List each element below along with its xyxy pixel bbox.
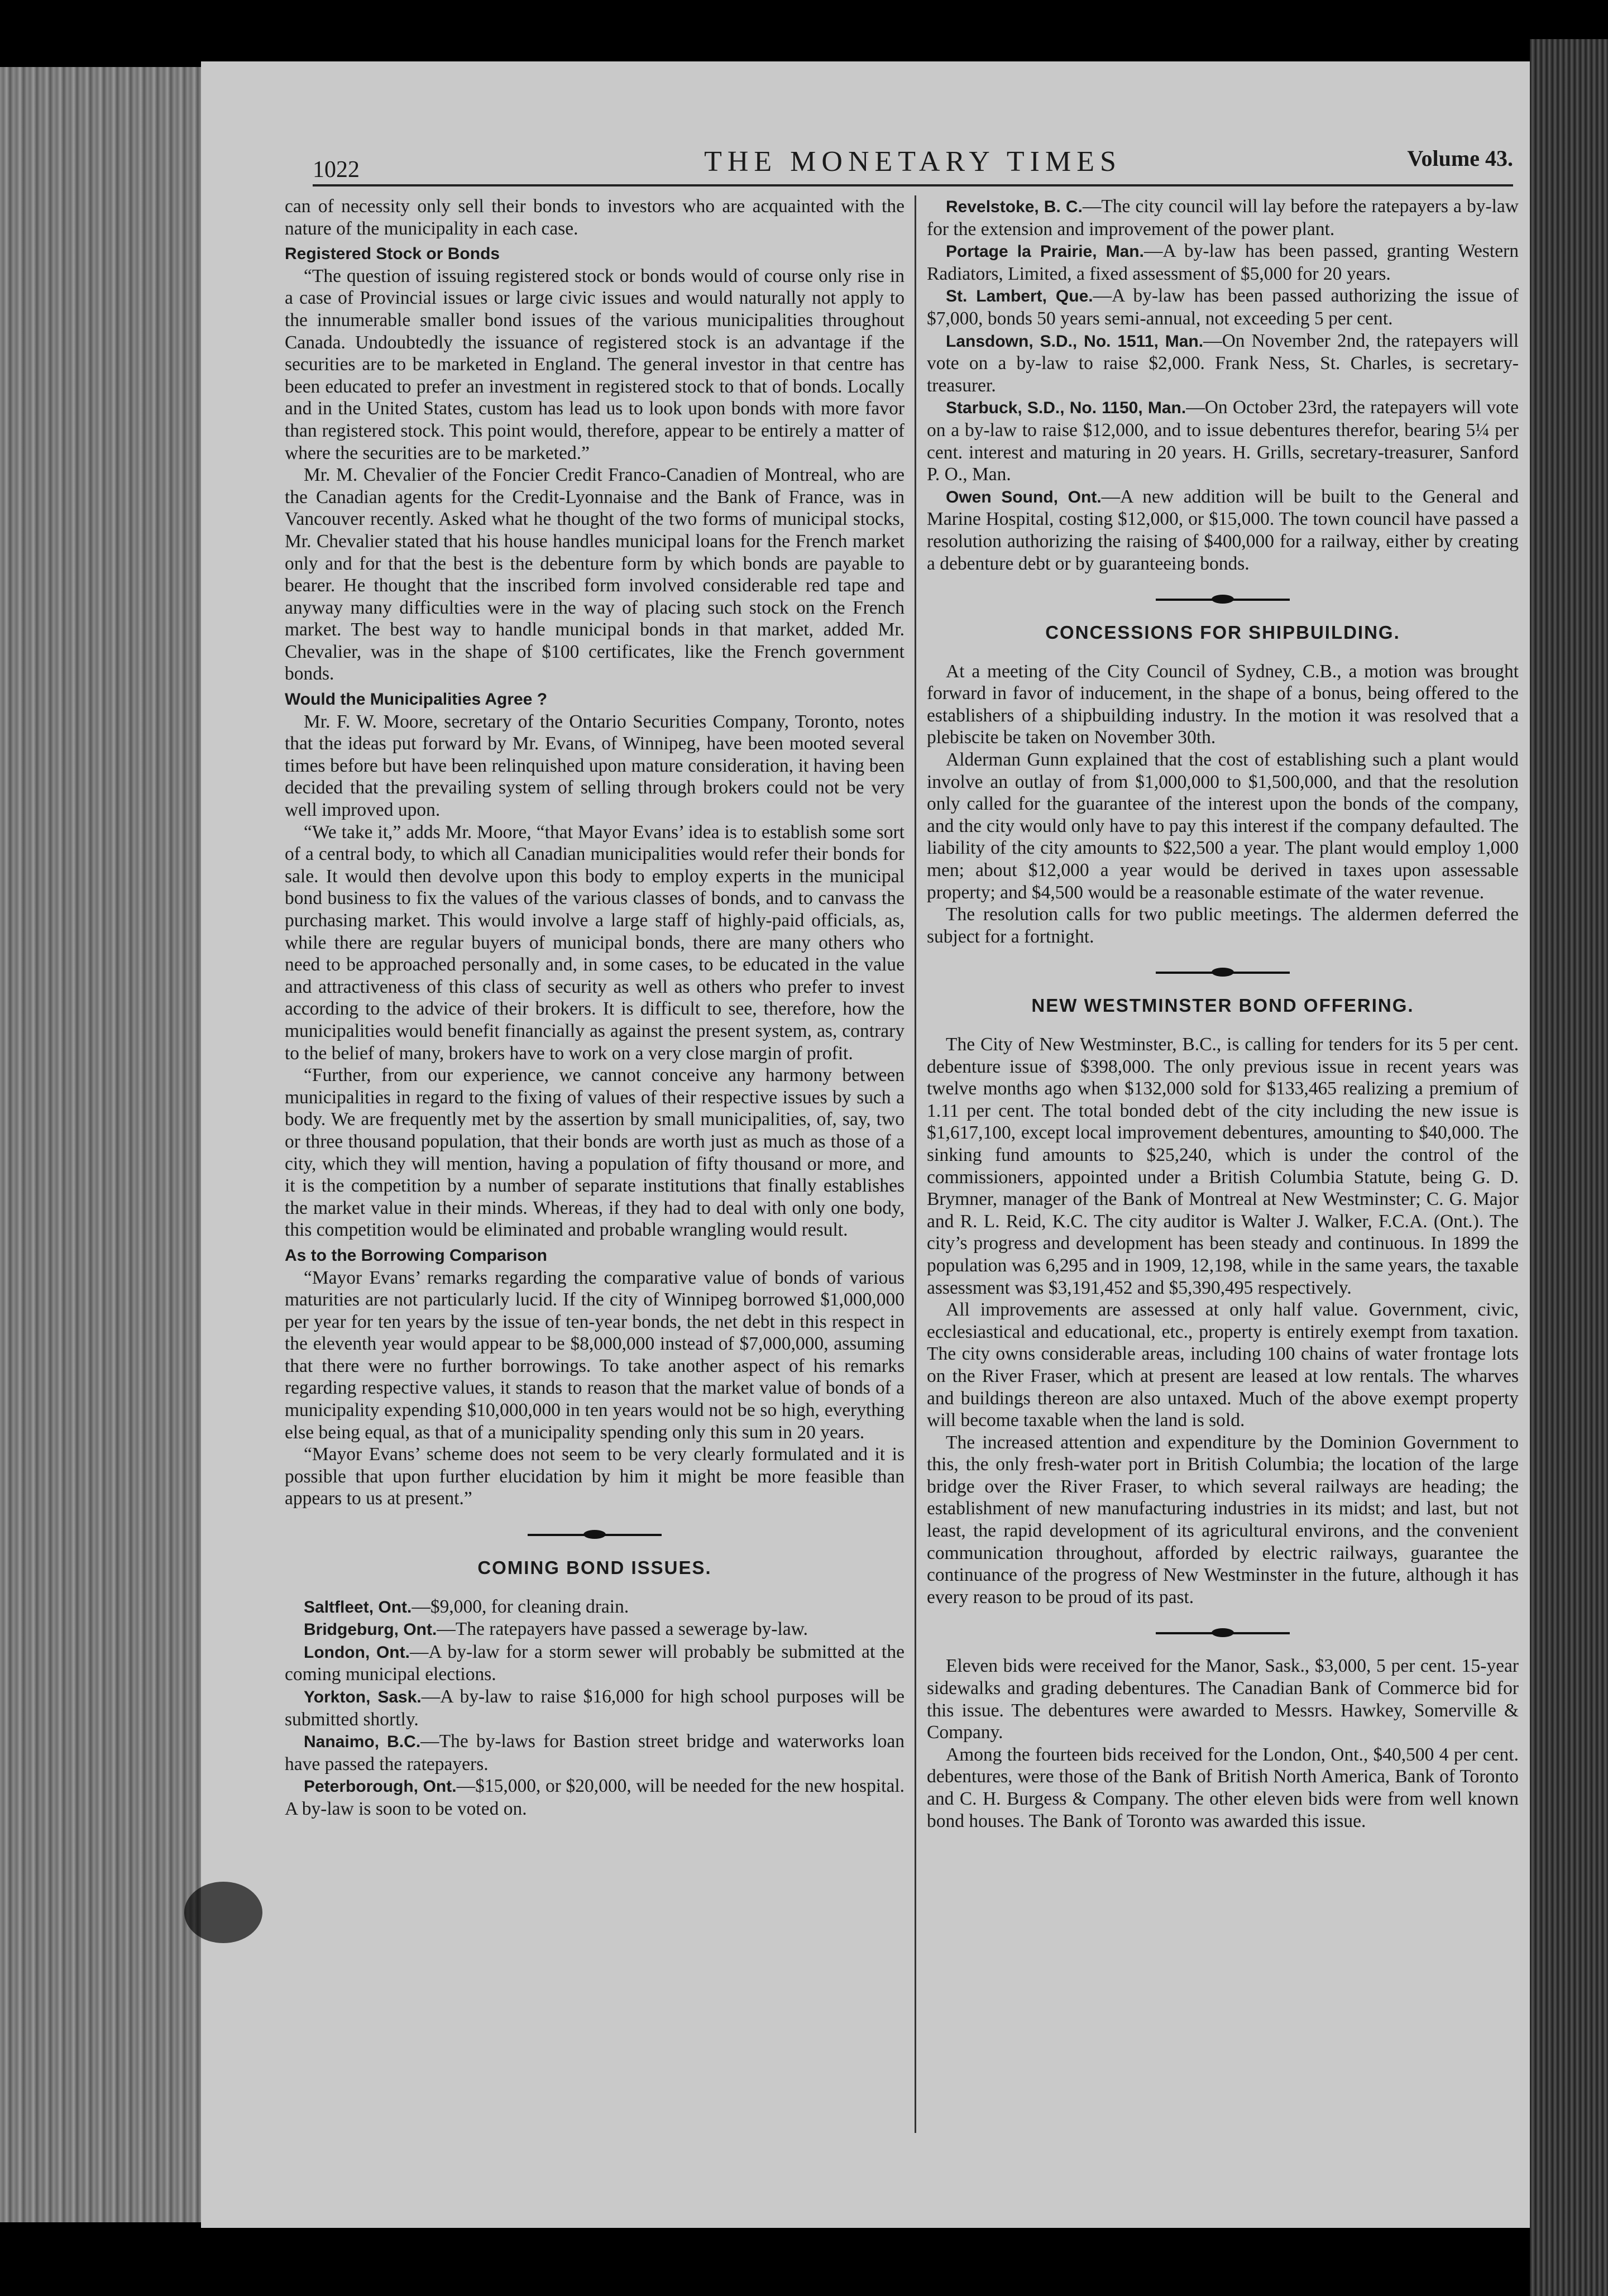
issue-place: Saltfleet, Ont. xyxy=(304,1597,412,1616)
bond-issue-item xyxy=(927,240,1519,285)
bond-issue-item xyxy=(285,1775,904,1820)
section-heading: NEW WESTMINSTER BOND OFFERING. xyxy=(1031,995,1414,1016)
issue-place: Owen Sound, Ont. xyxy=(946,487,1102,506)
paragraph: “We take it,” adds Mr. Moore, “that Mayor Evans’ idea is to establish some sort of a central body, to which all Canadian municipalities would refer their bonds for sale. It would then devolve upon this body to employ experts in the municipal bond business to fix the values of the various classes of bonds, and to canvass the purchasing market. This would involve a large staff of highly-paid officials, as, while there are regular buyers of municipal bonds, there are many others who need to be approached personally and, in some cases, to be educated in the value and attractiveness of this class of security as well as others who prefer to invest according to the advice of their brokers. It is difficult to see, therefore, how the municipalities would benefit financially as against the present system, as, contrary to the belief of many, brokers have to work on a very close margin of profit. xyxy=(285,821,904,1064)
paragraph: “The question of issuing registered stock or bonds would of course only rise in a case of Provincial issues or large civic issues and would naturally not apply to the innumerable smaller bond issues of the various municipalities throughout Canada. Undoubtedly the issuance of registered stock is an advantage if the securities are to be marketed in England. The general investor in that centre has been educated to prefer an investment in registered stock to that of bonds. Locally and in the United States, custom has lead us to look upon bonds with more favor than registered stock. This point would, therefore, appear to be entirely a matter of where the securities are to be marketed.” xyxy=(285,265,904,463)
paragraph: Mr. F. W. Moore, secretary of the Ontario Securities Company, Toronto, notes that the ideas put forward by Mr. Evans, of Winnipeg, have been mooted several times before but have been relinquished upon mature consideration, it having been decided that the prevailing system of selling through brokers could not be very well improved upon. xyxy=(285,711,904,821)
issue-place: Revelstoke, B. C. xyxy=(946,198,1083,216)
scan-shadow xyxy=(184,1882,262,1943)
bond-issue-item xyxy=(927,195,1519,240)
section-heading: CONCESSIONS FOR SHIPBUILDING. xyxy=(1045,622,1400,643)
bond-issue-item xyxy=(285,1730,904,1775)
volume-label: Volume 43. xyxy=(1407,146,1513,171)
issue-text: —The city council will lay before the ratepayers a by-law for the extension and improvement of the power plant. xyxy=(927,196,1519,240)
issue-text: —$9,000, for cleaning drain. xyxy=(411,1596,629,1617)
issue-place: Yorkton, Sask. xyxy=(304,1688,422,1706)
paragraph: All improvements are assessed at only half value. Government, civic, ecclesiastical and educational, etc., property is entirely exempt from taxation. The city owns considerable areas, including 100 chains of water frontage lots on the River Fraser, which at present are leased at low rentals. The wharves and buildings thereon are also untaxed. Much of the above exempt property will become taxable when the land is sold. xyxy=(927,1299,1519,1431)
column-rule xyxy=(915,195,916,2133)
paragraph: The City of New Westminster, B.C., is calling for tenders for its 5 per cent. debenture issue of $398,000. The only previous issue in recent years was twelve months ago when $132,000 sold for $133,465 realizing a premium of 1.11 per cent. The total bonded debt of the city including the new issue is $1,617,100, except local improvement debentures, amounting to $40,000. The sinking fund amounts to $25,240, which is under the control of the commissioners, appointed under a British Columbia Statute, being G. D. Brymner, manager of the Bank of Montreal at New Westminster; C. G. Major and R. L. Reid, K.C. The city auditor is Walter J. Walker, F.C.A. (Ont.). The city’s progress and development has been steady and continuous. In 1899 the population was 6,295 and in 1909, 12,198, while in the same years, the taxable assessment was $3,191,452 and $5,390,495 respectively. xyxy=(927,1034,1519,1298)
issue-text: —A by-law has been passed, granting Western Radiators, Limited, a fixed assessment of $5,000 for 20 years. xyxy=(927,241,1519,284)
issue-place: Lansdown, S.D., No. 1511, Man. xyxy=(946,332,1204,351)
paragraph: Eleven bids were received for the Manor, Sask., $3,000, 5 per cent. 15-year sidewalks and grading debentures. The Canadian Bank of Commerce bid for this issue. The debentures were awarded to Messrs. Hawkey, Somerville & Company. xyxy=(927,1656,1519,1743)
page-edge-right xyxy=(1530,39,1608,2296)
issue-place: St. Lambert, Que. xyxy=(946,287,1093,306)
issue-place: Portage la Prairie, Man. xyxy=(946,242,1144,261)
left-column xyxy=(285,195,904,2144)
issue-place: Peterborough, Ont. xyxy=(304,1777,457,1796)
ornament-divider xyxy=(1156,594,1290,605)
bond-issue-item xyxy=(927,486,1519,575)
paragraph: The increased attention and expenditure by the Dominion Government to this, the only fresh-water port in British Columbia; the location of the large bridge over the River Fraser, to which several railways are heading; the establishment of new manufacturing industries in its midst; and last, but not least, the rapid development of its agricultural environs, and the convenient communication throughout, afforded by electric railways, guarantee the continuance of the progress of New Westminster in the future, although it has every reason to be proud of its past. xyxy=(927,1432,1519,1608)
issue-text: —The by-laws for Bastion street bridge and waterworks loan have passed the ratepayers. xyxy=(285,1731,904,1774)
issue-text: —On October 23rd, the ratepayers will vote on a by-law to raise $12,000, and to issue debentures therefor, bearing 5¼ per cent. interest and maturing in 20 years. H. Grills, secretary-treasurer, Sanford P. O., Man. xyxy=(927,397,1519,485)
paragraph: Mr. M. Chevalier of the Foncier Credit Franco-Canadien of Montreal, who are the Canadian agents for the Credit-Lyonnaise and the Bank of France, was in Vancouver recently. Asked what he thought of the two forms of municipal stocks, Mr. Chevalier stated that his house handles municipal loans for the French market only and for that the best is the debenture form by which bonds are payable to bearer. He thought that the inscribed form involved considerable red tape and anyway many difficulties were in the way of placing such stock on the French market. The best way to handle municipal bonds in that market, added Mr. Chevalier, was in the shape of $100 certificates, like the French government bonds. xyxy=(285,465,904,685)
paragraph: “Further, from our experience, we cannot conceive any harmony between municipalities in regard to the fixing of values of their respective issues by such a body. We are frequently met by the assertion by small municipalities, of, say, two or three thousand population, that their bonds are worth just as much as those of a city, which they will mention, having a population of fifty thousand or more, and it is the competition by a number of separate institutions that finally establishes the market value in their minds. Whereas, if they had to deal with only one body, this competition would be eliminated and probable wrangling would result. xyxy=(285,1065,904,1241)
ornament-divider xyxy=(1156,967,1290,978)
page-number: 1022 xyxy=(313,157,360,183)
issue-text: —On November 2nd, the ratepayers will vote on a by-law to raise $2,000. Frank Ness, St. Charles, is secretary-treasurer. xyxy=(927,330,1519,396)
issue-text: —A new addition will be built to the General and Marine Hospital, costing $12,000, or $15,000. The town council have passed a resolution authorizing the raising of $400,000 for a railway, either by creating a debenture debt or by guaranteeing bonds. xyxy=(927,486,1519,574)
paragraph: The resolution calls for two public meetings. The aldermen deferred the subject for a fortnight. xyxy=(927,904,1519,947)
paragraph: At a meeting of the City Council of Sydney, C.B., a motion was brought forward in favor of inducement, in the shape of a bonus, being offered to the establishers of a shipbuilding industry. In the motion it was resolved that a plebiscite be taken on November 30th. xyxy=(927,661,1519,748)
bond-issue-item xyxy=(285,1686,904,1730)
newspaper-page xyxy=(201,61,1530,2228)
bond-issue-item xyxy=(927,396,1519,485)
right-column xyxy=(927,195,1519,2144)
bond-issue-item xyxy=(285,1641,904,1686)
issue-place: Bridgeburg, Ont. xyxy=(304,1620,437,1639)
paragraph: “Mayor Evans’ remarks regarding the comparative value of bonds of various maturities are not particularly lucid. If the city of Winnipeg borrowed $1,000,000 per year for ten years by the issue of ten-year bonds, the net debt in this respect in the eleventh year would appear to be $8,000,000 instead of $7,000,000, assuming that there were no further borrowings. To take another aspect of his remarks regarding respective values, it stands to reason that the market value of bonds of a municipality expending $10,000,000 in ten years would not be so high, everything else being equal, as that of a municipality spending only this sum in 20 years. xyxy=(285,1267,904,1443)
issue-text: —The ratepayers have passed a sewerage by-law. xyxy=(437,1619,808,1640)
subheading: Registered Stock or Bonds xyxy=(285,245,500,264)
bond-issues-list-continued xyxy=(927,195,1519,575)
bond-issue-item xyxy=(285,1596,904,1619)
issue-place: Starbuck, S.D., No. 1150, Man. xyxy=(946,399,1186,418)
issue-text: —A by-law for a storm sewer will probably be submitted at the coming municipal elections. xyxy=(285,1641,904,1685)
book-spine xyxy=(0,67,201,2222)
issue-text: —A by-law to raise $16,000 for high school purposes will be submitted shortly. xyxy=(285,1686,904,1730)
bond-issue-item xyxy=(927,285,1519,329)
bond-issues-list xyxy=(285,1596,904,1820)
paragraph: Alderman Gunn explained that the cost of establishing such a plant would involve an outlay of from $1,000,000 to $1,500,000, and that the resolution only called for the guarantee of the interest upon the bonds of the company, and the city would only have to pay this interest if the company defaulted. The liability of the city amounts to $22,500 a year. The plant would employ 1,000 men; about $12,000 a year would be derived in taxes upon assessable property; and $4,500 would be a reasonable estimate of the water revenue. xyxy=(927,749,1519,903)
paragraph: Among the fourteen bids received for the London, Ont., $40,500 4 per cent. debentures, were those of the Bank of British North America, Bank of Toronto and C. H. Burgess & Company. The other eleven bids were from well known bond houses. The Bank of Toronto was awarded this issue. xyxy=(927,1744,1519,1831)
masthead: THE MONETARY TIMES xyxy=(704,146,1122,178)
ornament-divider xyxy=(528,1529,662,1540)
page-header xyxy=(313,134,1513,186)
subheading: Would the Municipalities Agree ? xyxy=(285,690,548,709)
bond-issue-item xyxy=(285,1618,904,1641)
issue-text: —$15,000, or $20,000, will be needed for the new hospital. A by-law is soon to be voted on. xyxy=(285,1776,904,1819)
section-heading: COMING BOND ISSUES. xyxy=(477,1557,712,1578)
paragraph: “Mayor Evans’ scheme does not seem to be very clearly formulated and it is possible that upon further elucidation by him it might be more feasible than appears to us at present.” xyxy=(285,1444,904,1509)
issue-place: London, Ont. xyxy=(304,1643,410,1662)
issue-text: —A by-law has been passed authorizing the issue of $7,000, bonds 50 years semi-annual, not exceeding 5 per cent. xyxy=(927,285,1519,329)
ornament-divider xyxy=(1156,1627,1290,1638)
bond-issue-item xyxy=(927,330,1519,397)
subheading: As to the Borrowing Comparison xyxy=(285,1246,548,1265)
issue-place: Nanaimo, B.C. xyxy=(304,1733,421,1752)
paragraph: can of necessity only sell their bonds to investors who are acquainted with the nature of the municipality in each case. xyxy=(285,196,904,239)
